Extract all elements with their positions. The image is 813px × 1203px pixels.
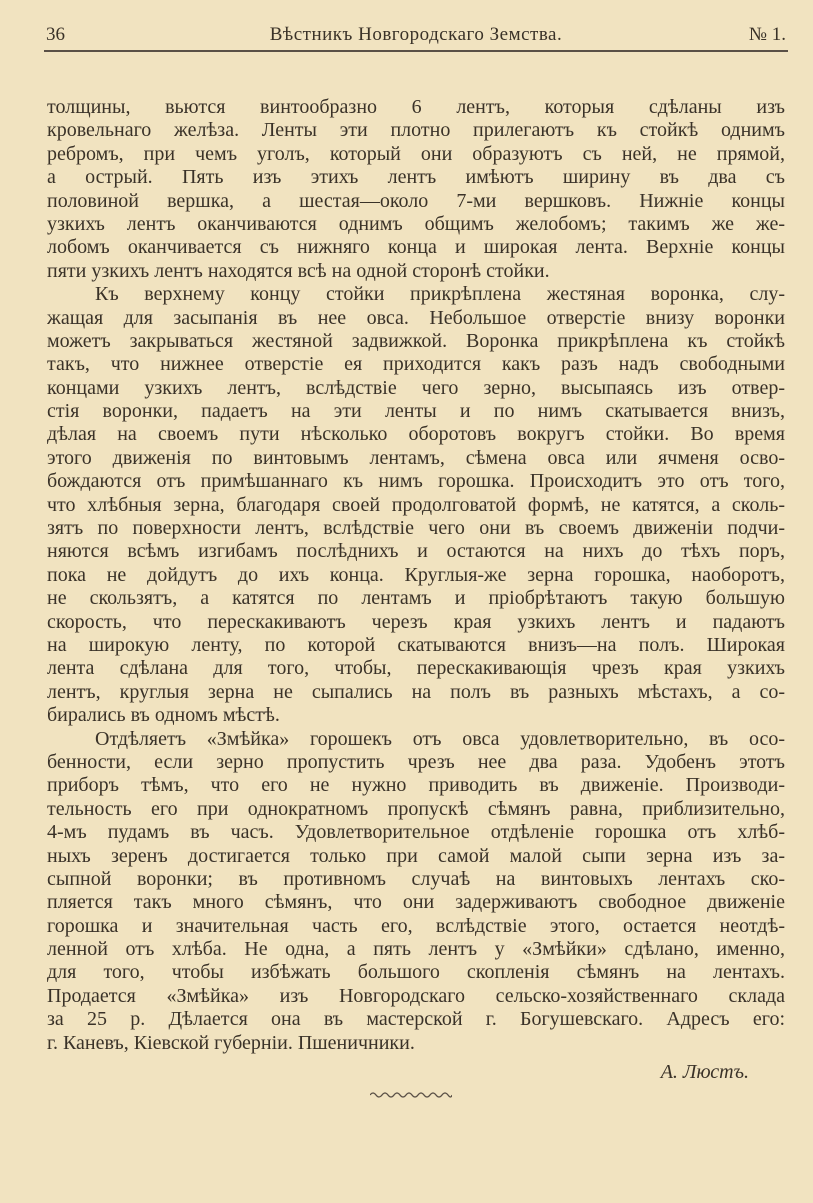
- text-line: лента сдѣлана для того, чтобы, перескакивающія чрезъ края узкихъ: [47, 657, 785, 680]
- text-line: этого движенія по винтовымъ лентамъ, сѣмена овса или ячменя осво-: [47, 446, 785, 469]
- text-line: горошка и значительная часть его, вслѣдствіе этого, остается неотдѣ-: [47, 914, 785, 937]
- text-line: можетъ закрываться жестяной задвижкой. Воронка прикрѣплена къ стойкѣ: [47, 329, 785, 352]
- text-line: стія воронки, падаетъ на эти ленты и по нимъ скатывается внизъ,: [47, 400, 785, 423]
- text-line: пока не дойдутъ до ихъ конца. Круглыя-же зерна горошка, наоборотъ,: [47, 563, 785, 586]
- text-line: для того, чтобы избѣжать большого скопленія сѣмянъ на лентахъ.: [47, 961, 785, 984]
- author-signature: А. Люстъ.: [660, 1061, 749, 1083]
- text-line: бенности, если зерно пропустить чрезъ нее два раза. Удобенъ этотъ: [47, 750, 785, 773]
- text-line: бождаются отъ примѣшаннаго къ нимъ горошка. Происходитъ это отъ того,: [47, 470, 785, 493]
- text-line: лобомъ оканчивается съ нижняго конца и широкая лента. Верхніе концы: [47, 236, 785, 259]
- text-line: сыпной воронки; въ противномъ случаѣ на винтовыхъ лентахъ ско-: [47, 867, 785, 890]
- header-rule: [44, 50, 788, 52]
- text-line: за 25 р. Дѣлается она въ мастерской г. Богушевскаго. Адресъ его:: [47, 1008, 785, 1031]
- text-line: 4-мъ пудамъ въ часъ. Удовлетворительное отдѣленіе горошка отъ хлѣб-: [47, 821, 785, 844]
- text-line: не скользятъ, а катятся по лентамъ и пріобрѣтаютъ такую большую: [47, 587, 785, 610]
- text-line: толщины, вьются винтообразно 6 лентъ, которыя сдѣланы изъ: [47, 96, 785, 118]
- article-body: [47, 96, 785, 1055]
- text-line: ныхъ зеренъ достигается только при самой малой сыпи зерна изъ за-: [47, 844, 785, 867]
- running-header: [46, 22, 786, 48]
- text-line: Отдѣляетъ «Змѣйка» горошекъ отъ овса удовлетворительно, въ осо-: [95, 727, 785, 750]
- text-line: бирались въ одномъ мѣстѣ.: [47, 704, 280, 727]
- text-line: половиной вершка, а шестая—около 7-ми вершковъ. Нижніе концы: [47, 189, 785, 212]
- text-line: пляется такъ много сѣмянъ, что они задерживаютъ свободное движеніе: [47, 891, 785, 914]
- text-line: лентъ, круглыя зерна не сыпались на полъ въ разныхъ мѣстахъ, а со-: [47, 680, 785, 703]
- text-line: ребромъ, при чемъ уголъ, который они образуютъ съ ней, не прямой,: [47, 142, 785, 165]
- text-line: кровельнаго желѣза. Ленты эти плотно прилегаютъ къ стойкѣ однимъ: [47, 119, 785, 142]
- text-line: ленной отъ хлѣба. Не одна, а пять лентъ у «Змѣйки» сдѣлано, именно,: [47, 938, 785, 961]
- text-line: концами узкихъ лентъ, вслѣдствіе чего зерно, высыпаясь изъ отвер-: [47, 376, 785, 399]
- text-line: что хлѣбныя зерна, благодаря своей продолговатой формѣ, не катятся, а сколь-: [47, 493, 785, 516]
- text-line: скорость, что перескакиваютъ черезъ края узкихъ лентъ и падаютъ: [47, 610, 785, 633]
- text-line: Къ верхнему концу стойки прикрѣплена жестяная воронка, слу-: [95, 283, 785, 306]
- text-line: Продается «Змѣйка» изъ Новгородскаго сельско-хозяйственнаго склада: [47, 984, 785, 1007]
- text-line: такъ, что нижнее отверстіе ея приходится какъ разъ надъ свободными: [47, 353, 785, 376]
- text-line: а острый. Пять изъ этихъ лентъ имѣютъ ширину въ два съ: [47, 166, 785, 189]
- page-number: 36: [46, 24, 65, 45]
- text-line: узкихъ лентъ оканчиваются однимъ общимъ желобомъ; такимъ же же-: [47, 212, 785, 235]
- text-line: на широкую ленту, по которой скатываются внизъ—на полъ. Широкая: [47, 633, 785, 656]
- text-line: пяти узкихъ лентъ находятся всѣ на одной сторонѣ стойки.: [47, 259, 550, 282]
- text-line: приборъ тѣмъ, что его не нужно приводить въ движеніе. Производи-: [47, 774, 785, 797]
- text-line: дѣлая на своемъ пути нѣсколько оборотовъ вокругъ стойки. Во время: [47, 423, 785, 446]
- text-line: тельность его при однократномъ пропускѣ сѣмянъ равна, приблизительно,: [47, 797, 785, 820]
- text-line: зятъ по поверхности лентъ, вслѣдствіе чего они въ своемъ движеніи подчи-: [47, 517, 785, 540]
- issue-number: № 1.: [748, 24, 786, 45]
- text-line: няются всѣмъ изгибамъ послѣднихъ и остаются на нихъ до тѣхъ поръ,: [47, 540, 785, 563]
- text-line: г. Каневъ, Кіевской губерніи. Пшеничники.: [47, 1031, 415, 1054]
- end-ornament-icon: [370, 1090, 452, 1100]
- text-line: жащая для засыпанія въ нее овса. Небольшое отверстіе внизу воронки: [47, 306, 785, 329]
- journal-title: Вѣстникъ Новгородскаго Земства.: [269, 24, 563, 45]
